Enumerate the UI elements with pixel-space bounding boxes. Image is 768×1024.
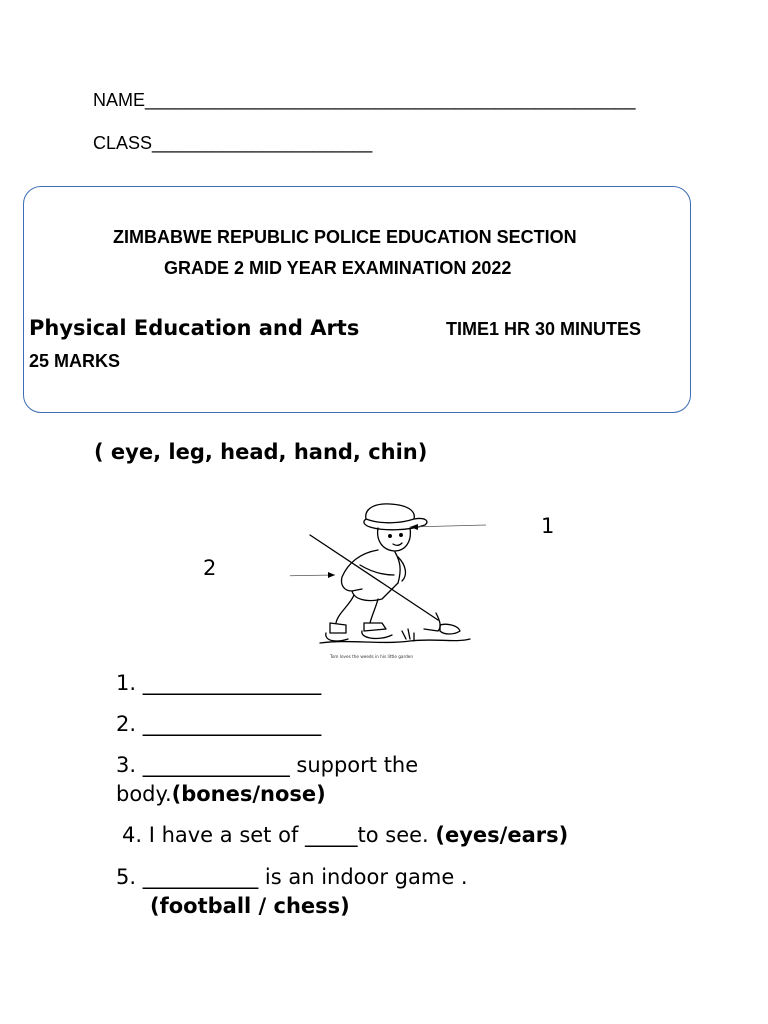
exam-time: TIME1 HR 30 MINUTES	[446, 319, 642, 339]
question-3-continued	[116, 782, 326, 806]
illustration-caption: Tom loves the weeds in his little garden	[330, 654, 413, 659]
question-5[interactable]: 5. ___________ is an indoor game .	[116, 865, 468, 889]
organisation-title: ZIMBABWE REPUBLIC POLICE EDUCATION SECTION	[113, 227, 577, 247]
question-4[interactable]	[122, 823, 568, 847]
class-field-line[interactable]: CLASS______________________	[93, 133, 373, 153]
question-4-text: 4. I have a set of _____to see.	[122, 823, 436, 847]
diagram-label-1: 1	[541, 514, 555, 538]
question-3-options: (bones/nose)	[171, 782, 326, 806]
name-field-line[interactable]: NAME_________________________________________________	[93, 90, 636, 110]
exam-title: GRADE 2 MID YEAR EXAMINATION 2022	[164, 258, 512, 278]
question-3-text-cont: body.	[116, 782, 172, 806]
question-3[interactable]: 3. ______________ support the	[116, 753, 419, 777]
question-4-options: (eyes/ears)	[435, 823, 569, 847]
subject-title: Physical Education and Arts	[29, 316, 360, 340]
word-bank: ( eye, leg, head, hand, chin)	[94, 440, 428, 464]
boy-digging-illustration	[290, 495, 490, 660]
question-2[interactable]: 2. _________________	[116, 712, 322, 736]
diagram-label-2: 2	[203, 556, 217, 580]
question-1[interactable]: 1. _________________	[116, 671, 322, 695]
exam-info-box	[23, 186, 691, 413]
question-5-options: (football / chess)	[150, 894, 350, 918]
exam-marks: 25 MARKS	[29, 351, 121, 371]
